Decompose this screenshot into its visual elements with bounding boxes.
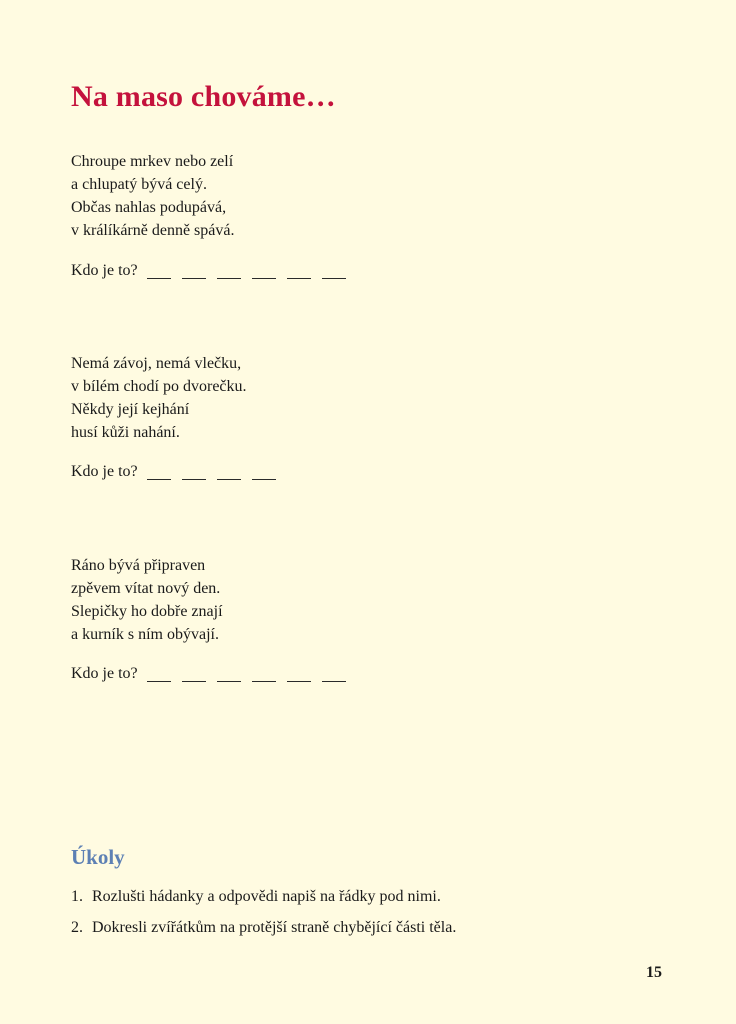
answer-blank[interactable] [147,681,171,682]
task-item [71,888,441,906]
answer-blanks[interactable] [147,677,357,678]
riddle-2 [71,352,631,480]
riddle-3 [71,554,631,682]
answer-blank[interactable] [147,479,171,480]
answer-blank[interactable] [217,479,241,480]
answer-blank[interactable] [322,278,346,279]
riddle-line: Chroupe mrkev nebo zelí [71,153,234,170]
answer-blanks[interactable] [147,475,287,476]
riddle-line: a kurník s ním obývají. [71,626,219,643]
riddle-question [71,262,357,280]
riddle-line: husí kůži nahání. [71,424,180,441]
answer-blank[interactable] [287,278,311,279]
riddle-question [71,463,287,481]
answer-blank[interactable] [322,681,346,682]
tasks-heading: Úkoly [71,845,125,869]
riddle-line: a chlupatý bývá celý. [71,176,207,193]
answer-blank[interactable] [252,681,276,682]
riddle-line: Nemá závoj, nemá vlečku, [71,355,242,372]
task-text: Dokresli zvířátkům na protější straně chybějící části těla. [92,919,457,936]
answer-blank[interactable] [147,278,171,279]
riddle-line: Někdy její kejhání [71,401,190,418]
question-label: Kdo je to? [71,463,138,480]
page-number: 15 [646,964,662,981]
answer-blank[interactable] [217,278,241,279]
riddle-line: Slepičky ho dobře znají [71,603,223,620]
answer-blank[interactable] [252,479,276,480]
answer-blanks[interactable] [147,274,357,275]
answer-blank[interactable] [287,681,311,682]
page-title: Na maso chováme… [71,80,336,113]
answer-blank[interactable] [217,681,241,682]
answer-blank[interactable] [252,278,276,279]
riddle-line: Ráno bývá připraven [71,557,206,574]
question-label: Kdo je to? [71,665,138,682]
answer-blank[interactable] [182,479,206,480]
answer-blank[interactable] [182,278,206,279]
task-item [71,919,456,937]
riddle-1 [71,150,631,279]
riddle-question [71,665,357,683]
answer-blank[interactable] [182,681,206,682]
task-number: 1. [71,888,83,905]
riddle-line: Občas nahlas podupává, [71,199,227,216]
riddle-line: zpěvem vítat nový den. [71,580,221,597]
riddle-line: v králíkárně denně spává. [71,222,235,239]
task-text: Rozlušti hádanky a odpovědi napiš na řádky pod nimi. [92,888,441,905]
question-label: Kdo je to? [71,262,138,279]
task-number: 2. [71,919,83,936]
riddle-line: v bílém chodí po dvorečku. [71,378,247,395]
